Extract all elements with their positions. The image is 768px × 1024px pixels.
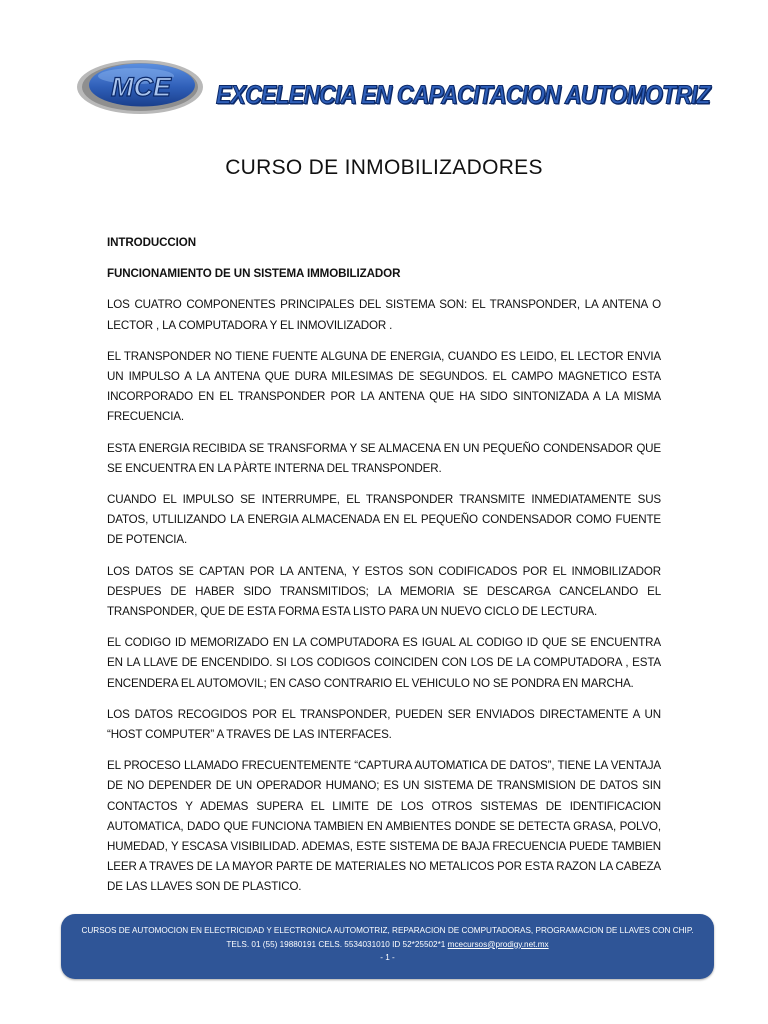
section-subheading: FUNCIONAMIENTO DE UN SISTEMA IMMOBILIZADOR [107, 267, 401, 281]
mce-logo-emblem [74, 56, 206, 116]
document-title: CURSO DE INMOBILIZADORES [225, 156, 543, 179]
logo-text: MCE [111, 72, 171, 102]
page-footer [61, 914, 714, 979]
footer-services-text: CURSOS DE AUTOMOCION EN ELECTRICIDAD Y ELECTRONICA AUTOMOTRIZ, REPARACION DE COMPUTADORAS, PROGRAMACION DE LLAVES CON CHIP. [81, 926, 694, 935]
paragraph: LOS DATOS RECOGIDOS POR EL TRANSPONDER, PUEDEN SER ENVIADOS DIRECTAMENTE A UN “HOST COMPUTER” A TRAVES DE LAS INTERFACES. [107, 707, 661, 742]
document-body [107, 233, 661, 909]
paragraph: CUANDO EL IMPULSO SE INTERRUMPE, EL TRANSPONDER TRANSMITE INMEDIATAMENTE SUS DATOS, UTLILIZANDO LA ENERGIA ALMACENADA EN EL PEQUEÑO CONDENSADOR COMO FUENTE DE POTENCIA. [107, 493, 661, 547]
page-number: - 1 - [380, 953, 395, 963]
letterhead [74, 54, 710, 118]
footer-phones: TELS. 01 (55) 19880191 CELS. 5534031010 ID 52*25502*1 [226, 939, 448, 949]
mce-logo [74, 56, 206, 116]
section-heading: INTRODUCCION [107, 236, 196, 249]
slogan-text: EXCELENCIA EN CAPACITACION AUTOMOTRIZ [216, 80, 710, 110]
paragraph: LOS DATOS SE CAPTAN POR LA ANTENA, Y ESTOS SON CODIFICADOS POR EL INMOBILIZADOR DESPUES DE HABER SIDO TRANSMITIDOS; LA MEMORIA SE DESCARGA CANCELANDO EL TRANSPONDER, QUE DE ESTA FORMA ESTA LISTO PARA UN NUEVO CICLO DE LECTURA. [107, 564, 661, 619]
footer-email-link[interactable]: mcecursos@prodigy.net.mx [447, 939, 549, 949]
paragraph: EL CODIGO ID MEMORIZADO EN LA COMPUTADORA ES IGUAL AL CODIGO ID QUE SE ENCUENTRA EN LA LLAVE DE ENCENDIDO. SI LOS CODIGOS COINCIDEN CON LOS DE LA COMPUTADORA , ESTA ENCENDERA EL AUTOMOVIL; EN CASO CONTRARIO EL VEHICULO NO SE PONDRA EN MARCHA. [107, 636, 661, 690]
footer-contact-line [61, 938, 714, 952]
paragraph: EL TRANSPONDER NO TIENE FUENTE ALGUNA DE ENERGIA, CUANDO ES LEIDO, EL LECTOR ENVIA UN IMPULSO A LA ANTENA QUE DURA MILESIMAS DE SEGUNDOS. EL CAMPO MAGNETICO ESTA INCORPORADO EN EL TRANSPONDER POR LA ANTENA QUE HA SIDO SINTONIZADA A LA MISMA FRECUENCIA. [107, 349, 661, 424]
paragraph: ESTA ENERGIA RECIBIDA SE TRANSFORMA Y SE ALMACENA EN UN PEQUEÑO CONDENSADOR QUE SE ENCUENTRA EN LA PÀRTE INTERNA DEL TRANSPONDER. [107, 441, 661, 475]
paragraph: EL PROCESO LLAMADO FRECUENTEMENTE “CAPTURA AUTOMATICA DE DATOS”, TIENE LA VENTAJA DE NO DEPENDER DE UN OPERADOR HUMANO; ES UN SISTEMA DE TRANSMISION DE DATOS SIN CONTACTOS Y ADEMAS SUPERA EL LIMITE DE LOS OTROS SISTEMAS DE IDENTIFICACION AUTOMATICA, DADO QUE FUNCIONA TAMBIEN EN AMBIENTES DONDE SE DETECTA GRASA, POLVO, HUMEDAD, Y ESCASA VISIBILIDAD. ADEMAS, ESTE SISTEMA DE BAJA FRECUENCIA PUEDE TAMBIEN LEER A TRAVES DE LA MAYOR PARTE DE MATERIALES NO METALICOS POR ESTA RAZON LA CABEZA DE LAS LLAVES SON DE PLASTICO. [107, 759, 661, 894]
paragraph: LOS CUATRO COMPONENTES PRINCIPALES DEL SISTEMA SON: EL TRANSPONDER, LA ANTENA O LECTOR , LA COMPUTADORA Y EL INMOVILIZADOR . [107, 298, 661, 332]
